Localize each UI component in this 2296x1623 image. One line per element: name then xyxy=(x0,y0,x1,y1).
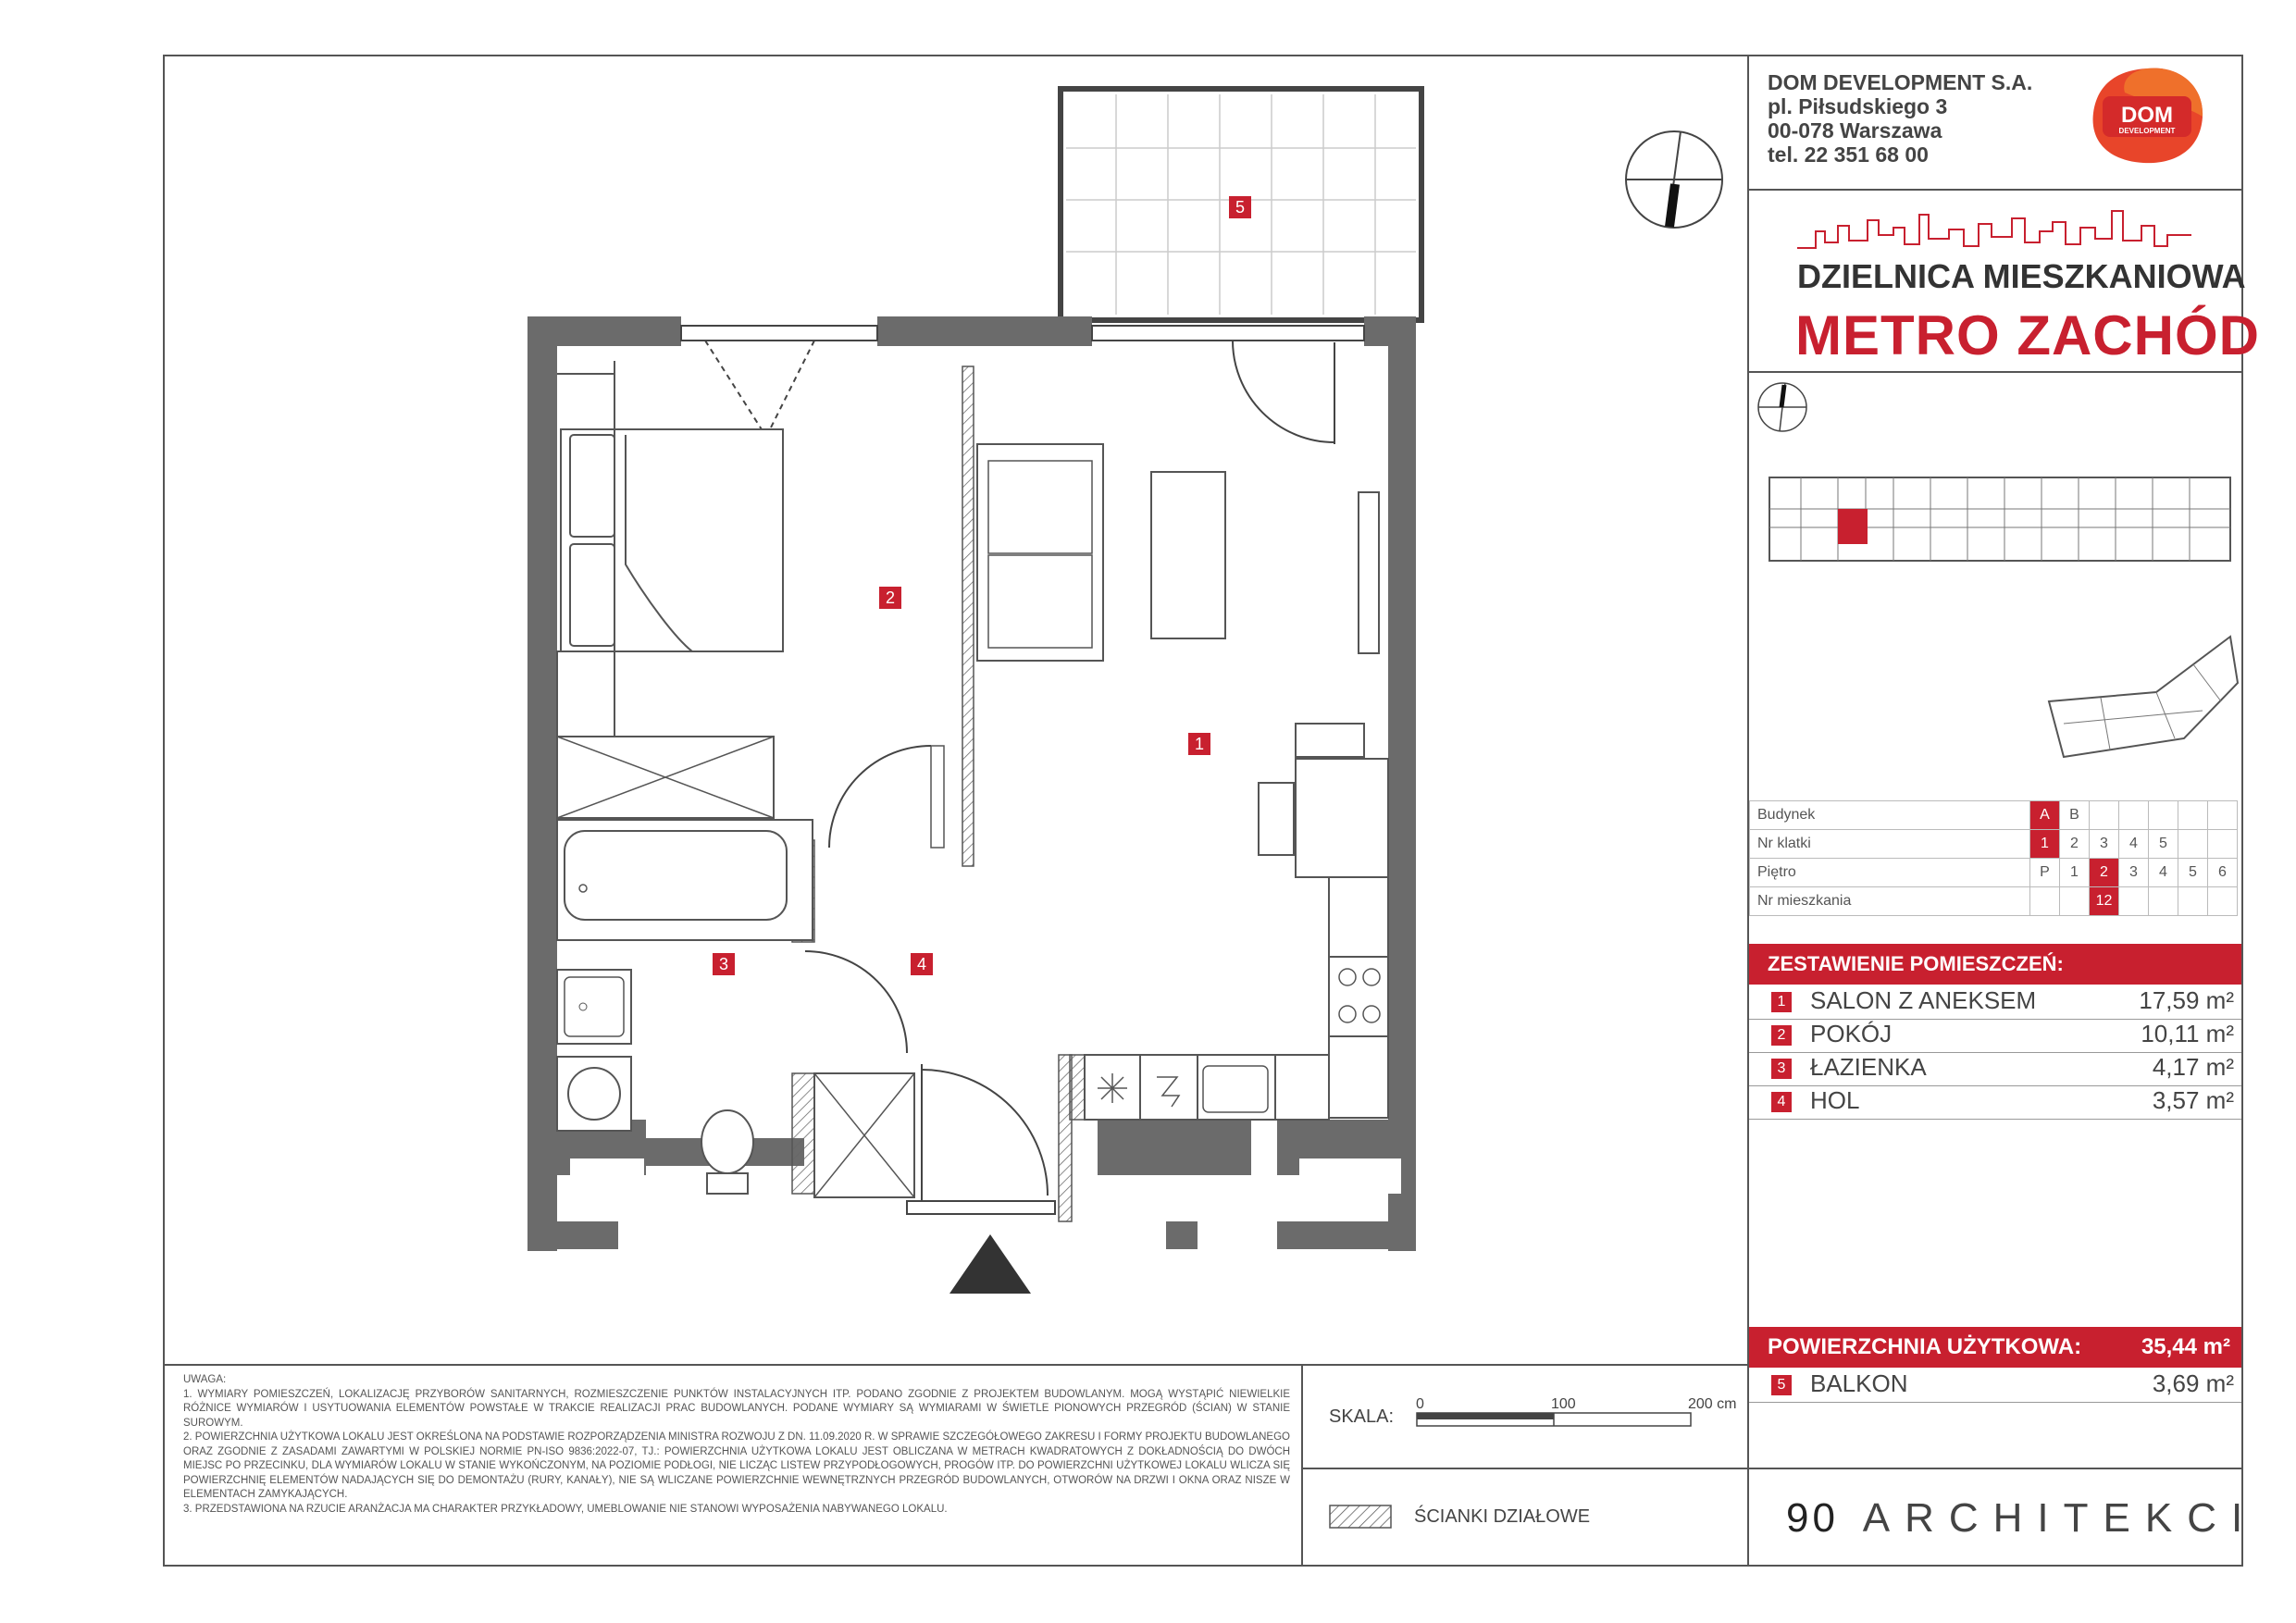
row-divider xyxy=(1749,1402,2241,1403)
note-3: 3. PRZEDSTAWIONA NA RZUCIE ARANŻACJA MA CHARAKTER PRZYKŁADOWY, UMEBLOWANIE NIE STANOWI WYPOSAŻENIA NABYWANEGO LOKALU. xyxy=(183,1503,948,1515)
divider-arch xyxy=(1747,1468,2243,1469)
balcony-row xyxy=(1771,1369,2234,1401)
divider-company xyxy=(1747,189,2243,191)
notes-title: UWAGA: xyxy=(183,1374,227,1385)
divider-scale xyxy=(1301,1364,1303,1567)
floor-label: Piętro xyxy=(1750,859,2030,887)
room-area: 10,11 m² xyxy=(2141,1020,2234,1047)
project-name-line2: METRO ZACHÓD xyxy=(1795,304,2260,366)
key-plan-building-b xyxy=(2045,627,2240,766)
floor-option-2: 2 xyxy=(2090,859,2119,887)
room-name: SALON Z ANEKSEM xyxy=(1810,986,2037,1014)
stair-option-5: 5 xyxy=(2149,830,2178,859)
apartment-row xyxy=(1750,887,2238,916)
balcony-name: BALKON xyxy=(1810,1369,1908,1397)
room-row xyxy=(1771,1053,2234,1084)
row-divider xyxy=(1749,1119,2241,1120)
room-number: 2 xyxy=(1771,1025,1792,1046)
room-number: 4 xyxy=(1771,1092,1792,1112)
coffee-table xyxy=(1151,472,1225,638)
room-area: 4,17 m² xyxy=(2152,1053,2234,1081)
partition-wall-swatch xyxy=(1329,1505,1394,1530)
room-name: ŁAZIENKA xyxy=(1810,1053,1927,1081)
floor-option-1: 1 xyxy=(2060,859,2090,887)
building-label: Budynek xyxy=(1750,801,2030,830)
floor-option-5: 5 xyxy=(2178,859,2208,887)
company-info xyxy=(1768,70,2032,167)
room-row xyxy=(1771,986,2234,1018)
company-phone: tel. 22 351 68 00 xyxy=(1768,142,1929,167)
plan-label-lazienka: 3 xyxy=(713,953,735,975)
room-name: POKÓJ xyxy=(1810,1020,1893,1047)
partition-wall-label: ŚCIANKI DZIAŁOWE xyxy=(1414,1506,1591,1527)
floor-row xyxy=(1750,859,2238,887)
apartment-label: Nr mieszkania xyxy=(1750,887,2030,916)
logo-text-dom: DOM xyxy=(2121,103,2173,128)
entrance-arrow xyxy=(949,1234,1031,1294)
stair-option-3: 3 xyxy=(2090,830,2119,859)
floor-option-p: P xyxy=(2030,859,2060,887)
room-number: 1 xyxy=(1771,992,1792,1012)
logo-text-development: DEVELOPMENT xyxy=(2118,127,2176,135)
company-city: 00-078 Warszawa xyxy=(1768,118,1942,142)
building-option-a: A xyxy=(2030,801,2060,830)
note-1: 1. WYMIARY POMIESZCZEŃ, LOKALIZACJĘ PRZYBORÓW SANITARNYCH, ROZMIESZCZENIE PUNKTÓW INSTALACYJNYCH ITP. PODANO ZGODNIE Z PROJEKTEM BUDOWLANYM. MOGĄ WYSTĄPIĆ NIEWIELKIE RÓŻNICE WYMIARÓW I USYTUOWANIA ELEMENTÓW POWSTAŁE W TRAKCIE REALIZACJI PRAC BUDOWLANYCH. PODANE WYMIARY SĄ WYMIARAMI W ŚWIETLE PIONOWYCH PRZEGRÓD (ŚCIAN) W STANIE SUROWYM. xyxy=(183,1388,1290,1429)
compass-icon xyxy=(1623,129,1725,230)
floor-option-6: 6 xyxy=(2208,859,2238,887)
notes-block xyxy=(183,1373,1290,1517)
scale-tick-0: 0 xyxy=(1416,1396,1424,1412)
usable-area-value: 35,44 m² xyxy=(2141,1334,2230,1359)
plan-label-balkon: 5 xyxy=(1229,196,1251,218)
room-row xyxy=(1771,1086,2234,1118)
usable-area-bar xyxy=(1749,1327,2241,1368)
room-area: 3,57 m² xyxy=(2152,1086,2234,1114)
scale-tick-100: 100 xyxy=(1551,1396,1576,1412)
balcony-area: 3,69 m² xyxy=(2152,1369,2234,1397)
usable-area-label: POWIERZCHNIA UŻYTKOWA: xyxy=(1768,1334,2082,1359)
stair-row xyxy=(1750,830,2238,859)
building-option-b: B xyxy=(2060,801,2090,830)
floor-option-4: 4 xyxy=(2149,859,2178,887)
divider-project xyxy=(1747,371,2243,373)
note-2: 2. POWIERZCHNIA UŻYTKOWA LOKALU JEST OKREŚLONA NA PODSTAWIE ROZPORZĄDZENIA MINISTRA ROZWOJU Z DN. 11.09.2020 R. W SPRAWIE SZCZEGÓŁOWEGO ZAKRESU I FORMY PROJEKTU BUDOWLANEGO ORAZ ZGODNIE Z ZASADAMI ZAWARTYMI W POLSKIEJ NORMIE PN-ISO 9836:2022-07, TJ.: POWIERZCHNIA UŻYTKOWA LOKALU JEST OBLICZANA W METRACH KWADRATOWYCH Z DOKŁADNOŚCIĄ DO DWÓCH MIEJSC PO PRZECINKU, DLA WYMIARÓW LOKALU W STANIE WYKOŃCZONYM, NA POZIOMIE PODŁOGI, NIE LICZĄC LISTEW PRZYPODŁOGOWYCH, PROGÓW ITP. DO POWIERZCHNI UŻYTKOWEJ LOKALU WLICZA SIĘ POWIERZCHNIĘ ELEMENTÓW NADAJĄCYCH SIĘ DO DEMONTAŻU (RURY, KANAŁY), NIE SĄ WLICZANE POWIERZCHNIE WEWNĘTRZNYCH PRZEGRÓD BUDOWLANYCH, OTWORÓW NA DRZWI I OKNA ORAZ NISZE W ELEMENTACH ZAMYKAJĄCYCH. xyxy=(183,1431,1290,1500)
company-street: pl. Piłsudskiego 3 xyxy=(1768,94,1948,118)
room-name: HOL xyxy=(1810,1086,1860,1114)
dom-development-logo xyxy=(2088,65,2206,167)
tv xyxy=(1359,492,1379,653)
scale-bar xyxy=(1416,1412,1694,1429)
stair-option-4: 4 xyxy=(2119,830,2149,859)
floor-plan xyxy=(518,83,1453,1305)
room-row xyxy=(1771,1020,2234,1051)
stair-option-1: 1 xyxy=(2030,830,2060,859)
architect-number: 90 xyxy=(1786,1495,1839,1541)
floor-option-3: 3 xyxy=(2119,859,2149,887)
divider-notes xyxy=(163,1364,1749,1366)
plan-label-hol: 4 xyxy=(911,953,933,975)
building-row xyxy=(1750,801,2238,830)
project-name-line1: DZIELNICA MIESZKANIOWA xyxy=(1797,257,2246,295)
divider-scale-legend xyxy=(1301,1468,1749,1469)
apartment-number: 12 xyxy=(2090,887,2119,916)
plan-label-salon: 1 xyxy=(1188,733,1210,755)
scale-label: SKALA: xyxy=(1329,1406,1395,1427)
apartment-info-table xyxy=(1749,800,2238,916)
architect-name: ARCHITEKCI xyxy=(1862,1495,2258,1541)
room-area: 17,59 m² xyxy=(2139,986,2234,1014)
company-name: DOM DEVELOPMENT S.A. xyxy=(1768,70,2033,94)
skyline-icon xyxy=(1797,204,2191,259)
key-plan-building-a xyxy=(1764,472,2238,574)
compass-small-icon xyxy=(1755,379,1810,435)
scale-tick-200: 200 cm xyxy=(1688,1396,1737,1412)
room-number: 3 xyxy=(1771,1059,1792,1079)
balcony-number: 5 xyxy=(1771,1375,1792,1395)
stair-option-2: 2 xyxy=(2060,830,2090,859)
plan-label-pokoj: 2 xyxy=(879,587,901,609)
rooms-header: ZESTAWIENIE POMIESZCZEŃ: xyxy=(1749,944,2241,985)
architect-credit xyxy=(1786,1495,2257,1542)
stair-label: Nr klatki xyxy=(1750,830,2030,859)
dining-table xyxy=(1296,759,1388,877)
